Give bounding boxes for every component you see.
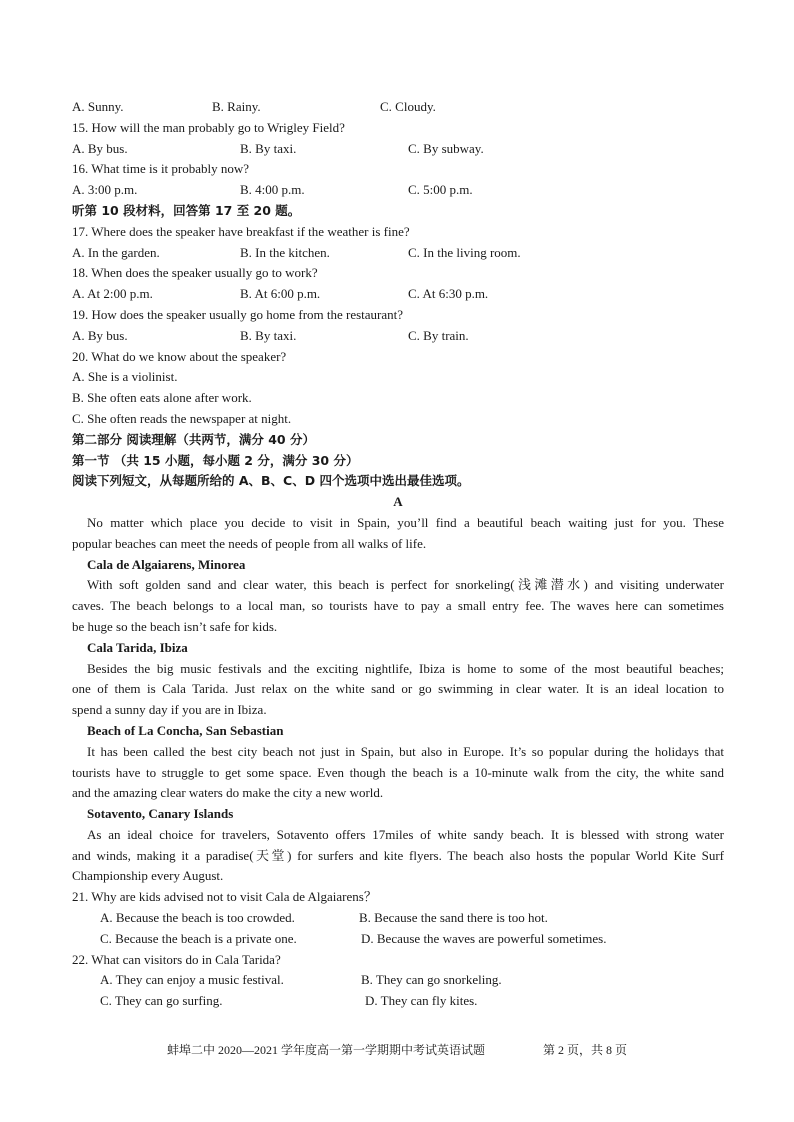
- beach-heading: Cala de Algaiarens, Minorea: [87, 556, 246, 572]
- option-d: D. They can fly kites.: [365, 993, 478, 1009]
- q18-options: [72, 284, 724, 305]
- q20-option-a: A. She is a violinist.: [72, 369, 178, 385]
- section1-title: 第一节 （共 15 小题，每小题 2 分，满分 30 分）: [72, 452, 359, 468]
- footer-page-info: 第 2 页，共 8 页: [543, 1043, 628, 1057]
- option-c: C. They can go surfing.: [100, 993, 223, 1009]
- option-c: C. At 6:30 p.m.: [408, 286, 489, 302]
- beach-paragraph-line: one of them is Cala Tarida. Just relax on the white sand or go swimming in clear water. It is an ideal location to: [72, 681, 724, 697]
- beach-paragraph-line: and the amazing clear waters do make the city a new world.: [72, 785, 384, 801]
- beach-paragraph-line: Besides the big music festivals and the exciting nightlife, Ibiza is home to some of the most beautiful beaches;: [87, 660, 724, 676]
- beach-paragraph-line: tourists have to struggle to get some space. Even though the beach is a 10-minute walk from the city, the white sand: [72, 764, 724, 780]
- page-footer: [0, 1040, 794, 1060]
- option-c: C. 5:00 p.m.: [408, 182, 473, 198]
- option-a: A. In the garden.: [72, 244, 160, 260]
- footer-exam-title: 蚌埠二中 2020—2021 学年度高一第一学期期中考试英语试题: [167, 1043, 486, 1057]
- option-c: C. Cloudy.: [380, 99, 436, 114]
- q22-options-row1: [72, 970, 724, 991]
- option-b: B. They can go snorkeling.: [361, 972, 502, 988]
- q21-options-row2: [72, 929, 724, 950]
- page-content: [72, 97, 724, 1012]
- question-16: 16. What time is it probably now?: [72, 161, 250, 177]
- beach-paragraph-line: As an ideal choice for travelers, Sotavento offers 17miles of white sandy beach. It is blessed with strong water: [87, 826, 724, 842]
- q16-options: [72, 180, 724, 201]
- beach-paragraph-line: With soft golden sand and clear water, this beach is perfect for snorkeling(浅滩潜水) and visiting underwater: [87, 577, 724, 593]
- q21-options-row1: [72, 908, 724, 929]
- option-c: C. By subway.: [408, 140, 484, 156]
- option-b: B. By taxi.: [240, 140, 297, 156]
- reading-instruction: 阅读下列短文，从每题所给的 A、B、C、D 四个选项中选出最佳选项。: [72, 473, 470, 489]
- option-b: B. Because the sand there is too hot.: [359, 910, 548, 926]
- question-18: 18. When does the speaker usually go to work?: [72, 265, 318, 281]
- question-20: 20. What do we know about the speaker?: [72, 348, 287, 364]
- listening-instruction: 听第 10 段材料，回答第 17 至 20 题。: [72, 202, 301, 218]
- option-c: C. Because the beach is a private one.: [100, 930, 297, 946]
- q20-option-c: C. She often reads the newspaper at night.: [72, 410, 292, 426]
- question-21: 21. Why are kids advised not to visit Cala de Algaiarens？: [72, 889, 377, 905]
- option-b: B. In the kitchen.: [240, 244, 330, 260]
- option-a: A. At 2:00 p.m.: [72, 286, 153, 302]
- option-a: A. By bus.: [72, 327, 128, 343]
- question-17: 17. Where does the speaker have breakfast if the weather is fine?: [72, 223, 410, 239]
- beach-heading: Cala Tarida, Ibiza: [87, 639, 188, 655]
- option-b: B. At 6:00 p.m.: [240, 286, 321, 302]
- option-a: A. By bus.: [72, 140, 128, 156]
- option-b: B. 4:00 p.m.: [240, 182, 305, 198]
- option-c: C. In the living room.: [408, 244, 521, 260]
- intro-line: No matter which place you decide to visit in Spain, you’ll find a beautiful beach waiting just for you. These: [87, 514, 724, 530]
- beach-paragraph-line: Championship every August.: [72, 868, 224, 884]
- beach-paragraph-line: It has been called the best city beach not just in Spain, but also in Europe. It’s so popular during the holidays that: [87, 743, 724, 759]
- q20-option-b: B. She often eats alone after work.: [72, 390, 252, 406]
- q19-options: [72, 326, 724, 347]
- q22-options-row2: [72, 991, 724, 1012]
- beach-heading: Sotavento, Canary Islands: [87, 806, 234, 822]
- beach-heading: Beach of La Concha, San Sebastian: [87, 722, 284, 738]
- option-a: A. They can enjoy a music festival.: [100, 972, 284, 988]
- option-a: A. 3:00 p.m.: [72, 182, 138, 198]
- beach-paragraph-line: be huge so the beach isn’t safe for kids.: [72, 618, 278, 634]
- option-b: B. Rainy.: [212, 99, 261, 114]
- option-d: D. Because the waves are powerful sometimes.: [361, 930, 607, 946]
- q14-options: [72, 97, 724, 118]
- question-22: 22. What can visitors do in Cala Tarida?: [72, 951, 281, 967]
- beach-paragraph-line: and winds, making it a paradise(天堂) for surfers and kite flyers. The beach also hosts the popular World Kite Surf: [72, 847, 724, 863]
- question-15: 15. How will the man probably go to Wrigley Field?: [72, 119, 345, 135]
- question-19: 19. How does the speaker usually go home from the restaurant?: [72, 306, 404, 322]
- beach-paragraph-line: spend a sunny day if you are in Ibiza.: [72, 702, 267, 718]
- option-c: C. By train.: [408, 327, 469, 343]
- passage-letter: A: [393, 494, 403, 510]
- beach-paragraph-line: caves. The beach belongs to a local man, so tourists have to pay a small entry fee. The waves here can sometimes: [72, 598, 724, 614]
- q15-options: [72, 139, 724, 160]
- option-a: A. Because the beach is too crowded.: [100, 910, 295, 926]
- option-a: A. Sunny.: [72, 99, 124, 114]
- option-b: B. By taxi.: [240, 327, 297, 343]
- part2-title: 第二部分 阅读理解（共两节，满分 40 分）: [72, 431, 315, 447]
- q17-options: [72, 243, 724, 264]
- intro-line: popular beaches can meet the needs of people from all walks of life.: [72, 535, 427, 551]
